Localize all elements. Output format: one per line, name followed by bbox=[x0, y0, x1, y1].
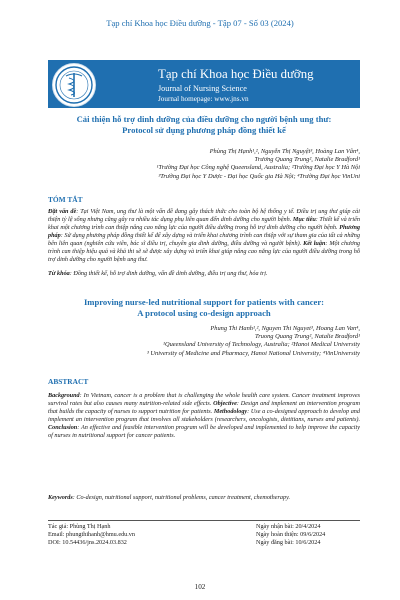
footer-doi[interactable]: DOI: 10.54436/jns.2024.03.832 bbox=[48, 539, 127, 547]
vi-authors: Phùng Thị Hạnh¹,², Nguyễn Thị Nguyệt³, Hoàng Lan Vân⁴, Trương Quang Trung², Natalie Bradford¹ ¹Trường Đại học Công nghệ Queensland, Australia; ²Trường Đại học Y Hà Nội ³Trường Đại học Y Dược - Đại học Quốc gia Hà Nội; ⁴Trường Đại học VinUni bbox=[156, 148, 360, 180]
journal-logo-icon bbox=[52, 63, 96, 107]
article-footer bbox=[48, 520, 360, 547]
footer-email[interactable]: Email: phungthihanh@hmu.edu.vn bbox=[48, 531, 135, 539]
journal-title-vi: Tạp chí Khoa học Điều dưỡng bbox=[158, 67, 314, 81]
footer-accepted: Ngày đăng bài: 10/6/2024 bbox=[256, 539, 321, 547]
vi-title: Cải thiện hỗ trợ dinh dưỡng của điều dưỡng cho người bệnh ung thư: Protocol sử dụng phương pháp đồng thiết kế bbox=[76, 114, 332, 135]
footer-author: Tác giả: Phùng Thị Hạnh bbox=[48, 523, 111, 530]
journal-title-en: Journal of Nursing Science bbox=[158, 84, 247, 93]
page-number: 102 bbox=[194, 583, 206, 591]
footer-received: Ngày nhận bài: 20/4/2024 bbox=[256, 523, 321, 530]
footer-revised: Ngày hoàn thiện: 09/6/2024 bbox=[256, 531, 326, 539]
en-authors: Phung Thi Hanh¹,², Nguyen Thi Nguyet³, Hoang Lan Van⁴, Truong Quang Trung², Natalie Bradford¹ ¹Queensland University of Technology, Australia; ²Hanoi Medical University ³ University of Medicine and Pharmacy, Hanoi National University; ⁴VinUniversity bbox=[146, 325, 360, 357]
vi-abstract-body: Đặt vấn đề: Tại Việt Nam, ung thư là một vấn đề đang gây thách thức cho toàn bộ hệ thống y tế. Điều trị ung thư giúp cải thiện tỷ lệ sống nhưng cũng gây ra nhiều tác dụng phụ liên quan đến dinh dưỡng cho người bệnh. Mục tiêu: Thiết kế và triển khai một chương trình can thiệp nâng cao năng lực của người điều dưỡng trong hỗ trợ dinh dưỡng cho người bệnh. Phương pháp: Sử dụng phương pháp đồng thiết kế để xây dựng và triển khai chương trình can thiệp với sự tham gia của tất cả những bên liên quan (nghiên cứu viên, bác sĩ điều trị, chuyên gia dinh dưỡng, điều dưỡng và người bệnh). Kết luận: Một chương trình can thiệp hiệu quả và khả thi sẽ sẽ được xây dựng và triển khai giúp nâng cao năng lực của người điều dưỡng trong hỗ trợ dinh dưỡng cho người bệnh ung thư. bbox=[48, 208, 361, 263]
vi-keywords: Từ khóa: Đồng thiết kế, hỗ trợ dinh dưỡng, vấn đề dinh dưỡng, điều trị ung thư, hóa trị. bbox=[48, 270, 268, 277]
vi-abstract-heading: TÓM TẮT bbox=[48, 195, 83, 204]
running-header: Tạp chí Khoa học Điều dưỡng - Tập 07 - Số 03 (2024) bbox=[106, 18, 294, 28]
journal-banner bbox=[48, 60, 360, 108]
footer-divider bbox=[48, 520, 360, 521]
journal-homepage: Journal homepage: www.jns.vn bbox=[158, 95, 249, 103]
en-abstract-body: Background: In Vietnam, cancer is a problem that is challenging the whole health care system. Cancer treatment improves survival rates but also causes many nutrition-related side effects. Objective: Design and implement an intervention program that builds the capacity of nurses to support nutrition for patients. Methodology: Use a co-designed approach to develop and implement an intervention program that involves all stakeholders (researchers, oncologists, dietitians, nurses and patients). Conclusion: An effective and feasible intervention program will be developed and implemented to help improve the capacity of nurses in nutritional support for cancer patients. bbox=[48, 392, 360, 439]
en-abstract-heading: ABSTRACT bbox=[48, 377, 89, 386]
en-title: Improving nurse-led nutritional support for patients with cancer: A protocol using co-design approach bbox=[83, 297, 325, 318]
en-keywords: Keywords: Co-design, nutritional support, nutritional problems, cancer treatment, chemotherapy. bbox=[48, 494, 291, 501]
